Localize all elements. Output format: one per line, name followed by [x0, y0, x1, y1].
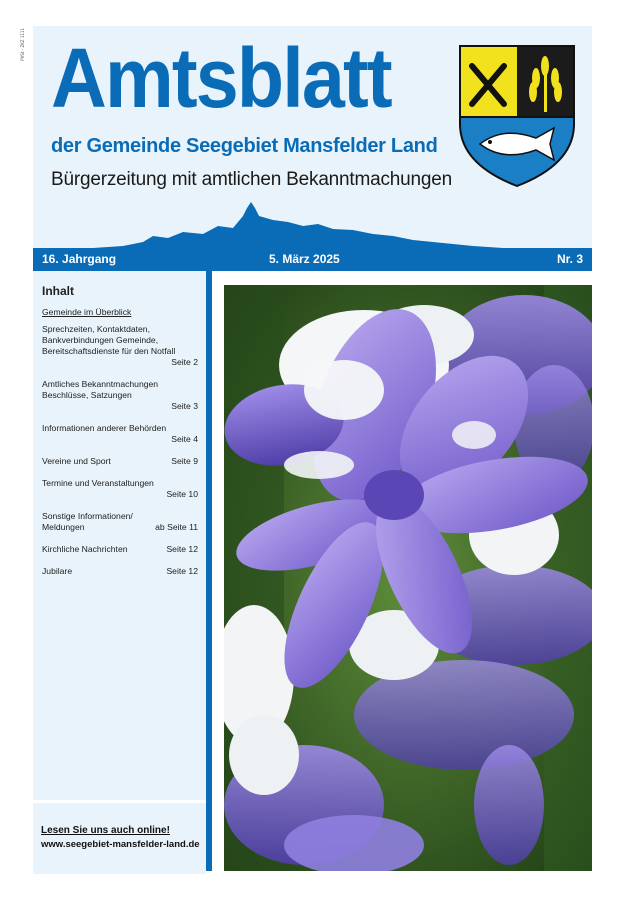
issue-date: 5. März 2025: [269, 252, 340, 266]
toc-item: Sonstige Informationen/ Meldungen ab Seite 11: [42, 511, 198, 532]
page-subtitle: der Gemeinde Seegebiet Mansfelder Land: [51, 135, 438, 157]
postal-note: PVSt - ZKZ 1111: [20, 28, 25, 61]
website-link[interactable]: www.seegebiet-mansfelder-land.de: [41, 839, 200, 850]
toc-section-title: Gemeinde im Überblick: [42, 307, 132, 317]
toc-item: Informationen anderer Behörden Seite 4: [42, 423, 198, 444]
toc-item: Termine und Veranstaltungen Seite 10: [42, 478, 198, 499]
cover-photo-hyacinth: [224, 285, 592, 871]
municipal-coat-of-arms-icon: [458, 44, 576, 188]
issue-year: 16. Jahrgang: [42, 252, 117, 266]
toc-heading: Inhalt: [42, 284, 74, 298]
hyacinth-image: [224, 285, 592, 871]
toc-item: Vereine und Sport Seite 9: [42, 456, 198, 466]
page-title: Amtsblatt: [51, 31, 391, 125]
toc-item: Kirchliche Nachrichten Seite 12: [42, 544, 198, 554]
table-of-contents: [33, 271, 206, 871]
online-heading: Lesen Sie uns auch online!: [41, 825, 170, 836]
toc-item: Sprechzeiten, Kontaktdaten, Bankverbindungen Gemeinde, Bereitschaftsdienste für den Notfall Seite 2: [42, 324, 198, 367]
toc-item: Amtliches Bekanntmachungen Beschlüsse, Satzungen Seite 3: [42, 379, 198, 411]
toc-item: Jubilare Seite 12: [42, 566, 198, 576]
issue-band: [33, 248, 592, 271]
column-divider: [206, 271, 212, 871]
online-notice: [33, 800, 206, 874]
issue-number: Nr. 3: [556, 252, 583, 266]
page-tagline: Bürgerzeitung mit amtlichen Bekanntmachungen: [51, 169, 452, 190]
masthead: [33, 26, 592, 271]
